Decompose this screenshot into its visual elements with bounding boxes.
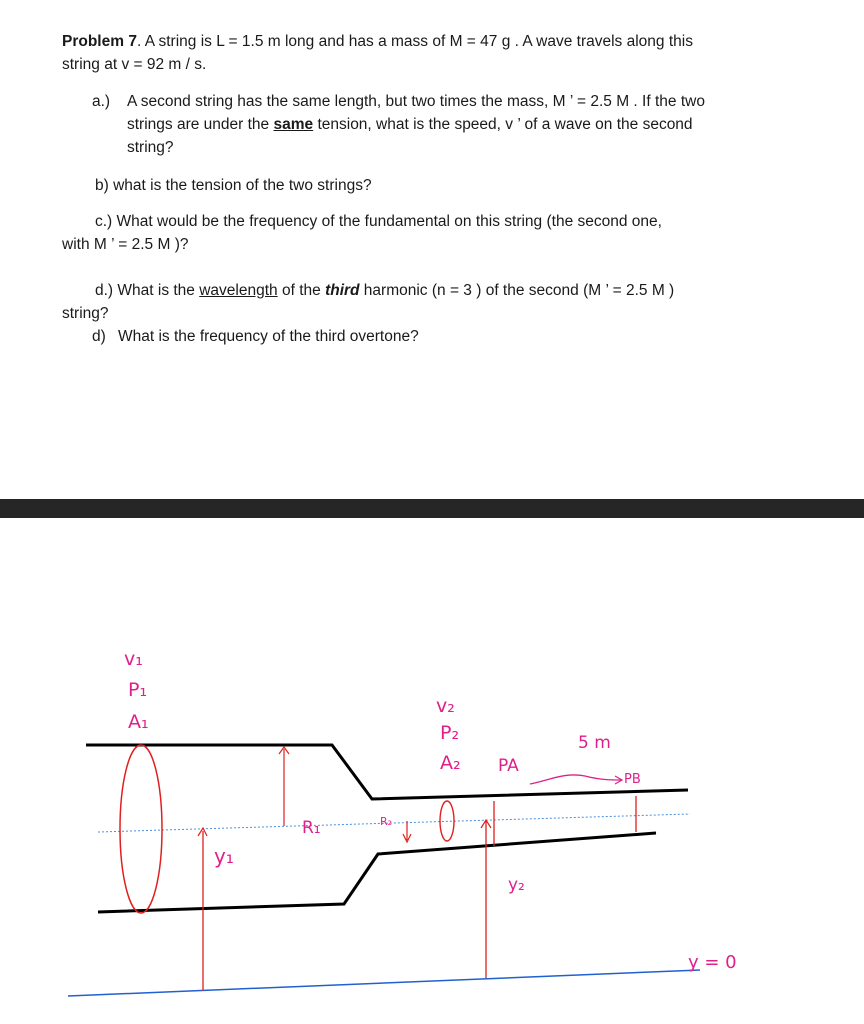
problem-title: Problem 7 [62, 33, 137, 50]
part-d1-line-2: string? [62, 305, 109, 322]
pipe-flow-sketch [0, 518, 864, 1024]
pipe-top-wall [86, 745, 688, 799]
datum-line [68, 970, 700, 996]
label-datum-y0: y = 0 [688, 952, 737, 973]
label-p2: P₂ [440, 722, 460, 744]
part-a-emphasis-same: same [273, 116, 314, 133]
part-d2-text: What is the frequency of the third overtone? [118, 328, 419, 345]
part-d1-line-1 [95, 280, 674, 302]
r2-radius-arrow [403, 821, 411, 842]
part-a-label: a.) [92, 93, 111, 110]
part-a-line-3: string? [127, 139, 174, 156]
part-d1-mid: of the [277, 282, 326, 299]
distance-squiggle [530, 775, 622, 784]
problem-intro-text: . A string is L = 1.5 m long and has a mass of M = 47 g . A wave travels along this [136, 33, 693, 50]
label-pa: PA [498, 756, 519, 776]
label-r1: R₁ [302, 818, 321, 838]
part-b-text: b) what is the tension of the two strings? [95, 177, 372, 194]
part-a-line-2-pre: strings are under the [127, 116, 274, 133]
part-c-line-1: c.) What would be the frequency of the fundamental on this string (the second one, [95, 213, 662, 230]
label-p1: P₁ [128, 679, 148, 701]
part-d1-pre: d.) What is the [95, 282, 200, 299]
part-d1-wavelength: wavelength [199, 282, 278, 299]
part-a-line-2 [127, 114, 693, 136]
pipe-bottom-wall [98, 833, 656, 912]
label-pb: PB [624, 772, 641, 787]
pipe-centerline [98, 814, 690, 832]
label-distance: 5 m [578, 733, 611, 753]
label-y1: y₁ [214, 844, 234, 868]
part-d2-label: d) [92, 328, 106, 345]
problem-intro-line-1 [62, 31, 693, 53]
cross-section-a1 [120, 745, 162, 913]
problem-intro-line-2: string at v = 92 m / s. [62, 56, 207, 73]
part-d1-third: third [325, 282, 360, 299]
part-a-line-2-post: tension, what is the speed, v ’ of a wave on the second [313, 116, 693, 133]
label-a2: A₂ [440, 752, 461, 774]
label-r2: R₂ [380, 815, 393, 828]
label-y2: y₂ [508, 875, 525, 895]
part-c-line-2: with M ’ = 2.5 M )? [62, 236, 189, 253]
label-a1: A₁ [128, 711, 149, 733]
label-v2: v₂ [436, 695, 455, 717]
part-d1-post: harmonic (n = 3 ) of the second (M ’ = 2.5 M ) [359, 282, 675, 299]
section-divider [0, 499, 864, 518]
label-v1: v₁ [124, 648, 143, 670]
part-a-line-1: A second string has the same length, but two times the mass, M ’ = 2.5 M . If the two [127, 93, 705, 110]
